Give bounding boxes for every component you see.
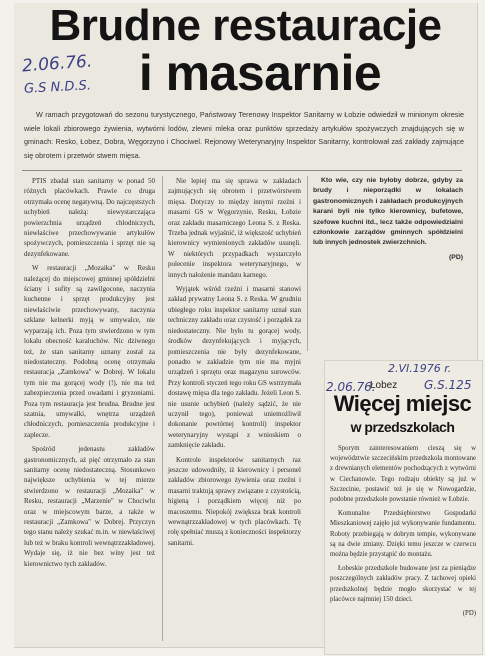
- handwritten-source: G.S N.D.S.: [23, 78, 92, 97]
- second-paragraph: Łobeskie przedszkole budowane jest za pieniądze poszczególnych zakładów pracy. Z tachowej opieki przedszkolnej będzie mogło skorzystać w tej placówce najmniej 150 dzieci.: [330, 565, 476, 603]
- col2-paragraph: Wyjątek wśród rzeźni i masarni stanowi zakład prywatny Leona S. z Reska. W grudniu ubiegłego roku inspektor sanitarny uznał stan techniczny zakładu oraz czystość i porządek za niedostateczny. Nie było tu gorącej wody, środków dezynfekujących i myjących, pomieszczenia nie były dezynfekowane, ponadto w zakładzie tym nie ma myjni urządzeń i sprzętu oraz magazynu surowców. Przy kontroli styczeń tego roku GS wstrzymała dostawę mięsa dla tego zakładu. Jeżeli Leon S. nie usunie uchybień (należy sądzić, że nie uczynił tego), ponieważ uniemożliwił dokonanie powtórnej kontroli) inspektor weterynaryjny wystąpi z wnioskiem o zamknięcie zakładu.: [168, 285, 301, 450]
- lead-paragraph: W ramach przygotowań do sezonu turystycznego, Państwowy Terenowy Inspektor Sanitarny w Łobzie odwiedził w minionym okresie wiele lokali zbiorowego żywienia, wytwórni lodów, zlewni mleka oraz punktów sprzedaży artykułów spożywczych znajdujących się w gminach: Resko, Łobez, Dobra, Węgorzyno i Chociwel. Rejonowy Weterynaryjny Inspektor Sanitarny, kontrolował zaś zakłady zajmujące się obrotem i przetwór stwem mięsa.: [24, 110, 464, 160]
- headline-line1: Brudne restauracje: [49, 1, 442, 50]
- column-1: [24, 176, 155, 573]
- lead-divider: [22, 170, 462, 171]
- col3-signature: (PD): [449, 253, 463, 261]
- second-handwritten-date: 2.06.76.: [326, 380, 376, 394]
- column-divider: [162, 176, 163, 641]
- second-handwritten-date-top: 2.VI.1976 r.: [388, 362, 452, 375]
- second-headline-line2: w przedszkolach: [350, 419, 455, 435]
- second-paragraph: Komunalne Przedsiębiorstwo Gospodarki Mieszkaniowej zajęło już wykonywanie fundamentu. Roboty przebiegają w dobrym tempie, wykonywane są na dwie zmiany. Dzięki temu jeszcze w czerwcu można będzie przystąpić do montażu.: [330, 510, 476, 559]
- col3-paragraph: Kto wie, czy nie byłoby dobrze, gdyby za brudy i nieporządki w lokalach gastronomicznych i zakładach produkcyjnych karani byli nie tylko kierownicy, bufetowe, szefowe kuchni itd., lecz także odpowiedzialni członkowie zarządów gminnych spółdzielni lub innych jednostek zwierzchnich.: [313, 177, 463, 247]
- handwritten-date: 2.06.76.: [21, 51, 93, 77]
- headline-line2: i masarnie: [138, 45, 382, 101]
- second-paragraph: Sporym zainteresowaniem cieszą się w województwie szczecińskim przedszkola montowane z drewnianych elementów pochodzących z wytwórni w Ciechanowie. Tego rodzaju obiekty są już w Szczecinie, postawić też je się w Nowogardzie, podobne przedszkole powstanie również w Łobzie.: [330, 445, 476, 504]
- col1-paragraph: W restauracji „Mozaika" w Resku należącej do miejscowej gminnej spółdzielni ściany i sufity są zawilgocone, naczynia kuchenne i sprzęt produkcyjny jest niewłaściwie przechowywany, naczynia szklane kelnerki myją w umywalce, nie wyparzają ich. Poza tym stwierdzono w tym lokalu obecność karaluchów. Nic dziwnego też, że stan sanitarny uznany został za niedostateczny. Podobną ocenę otrzymała restauracja „Zamkowa" w Dobrej. W lokalu tym nie ma gorącej wody (!), nie ma też zabezpieczenia przed owadami i gryzoniami. Poza tym restauracja jest brudna. Brudne jest szatnia, umywalki, wnętrza urządzeń chłodniczych, pomieszczenia produkcyjne i zaplecze.: [24, 264, 155, 439]
- column-2: [168, 176, 301, 552]
- second-headline-line1: Więcej miejsc: [333, 391, 472, 416]
- col1-paragraph: Spośród jedenastu zakładów gastronomicznych, aż pięć otrzymało za stan sanitarny ocenę niedostateczną. Stosunkowo największe uchybienia w tej mierze stwierdzono w restauracji „Mozaika" w Resku, restauracji „Marzenie" w Chociwlu oraz w miejscowym barze, a także w restauracji „Zamkowa" w Dobrej. Przyczyn tego stanu należy szukać m.in. w niewłaściwej lub też w braku kontroli wewnątrzzakładowej. Wydaje się, iż nie bez winy jest też kierownictwo tych zakładów.: [24, 445, 155, 568]
- second-body: [330, 444, 476, 619]
- second-kicker: Łobez: [370, 380, 398, 391]
- col2-paragraph: Nie lepiej ma się sprawa w zakładach zajmujących się obrotem i przetwórstwem mięsa. Dotyczy to między innymi rzeźni i masarni GS w Węgorzynie, Resku, Łobzie oraz zakładu masarniczego Leona S. z Reska. Trzeba jednak wyjaśnić, iż większość uchybień kierownicy wymienionych zakładów usunęli. W niektórych przypadkach wystarczyło polecenie inspektora weterynaryjnego, w innych nałożenie mandatu karnego.: [168, 177, 301, 279]
- column-divider: [307, 176, 308, 351]
- col1-paragraph: PTIS zbadał stan sanitarny w ponad 50 różnych placówkach. Prawie co druga otrzymała ocenę negatywną. Do najczęstszych uchybień należą: niewystarczająca powierzchnia urządzeń chłodniczych, niewłaściwe przechowywanie artykułów spożywczych, pomieszczenia i sprzęt nie są dezynfekowane.: [24, 177, 155, 258]
- second-handwritten-source: G.S.125: [424, 378, 472, 392]
- second-signature: (PD): [462, 610, 476, 618]
- col2-paragraph: Kontrole inspektorów sanitarnych raz jeszcze udowodniły, iż kierownicy i personel zakładów zbiorowego żywienia oraz rzeźni i masarni traktują sprawy związane z czystością, higieną i porządkiem więcej niż po macoszemu. Niepokój zwiększa brak kontroli wewnątrzzakładowej w tych placówkach. Tę rolę spełniać muszą z konieczności inspektorzy sanitarni.: [168, 455, 301, 547]
- column-3: [313, 176, 463, 263]
